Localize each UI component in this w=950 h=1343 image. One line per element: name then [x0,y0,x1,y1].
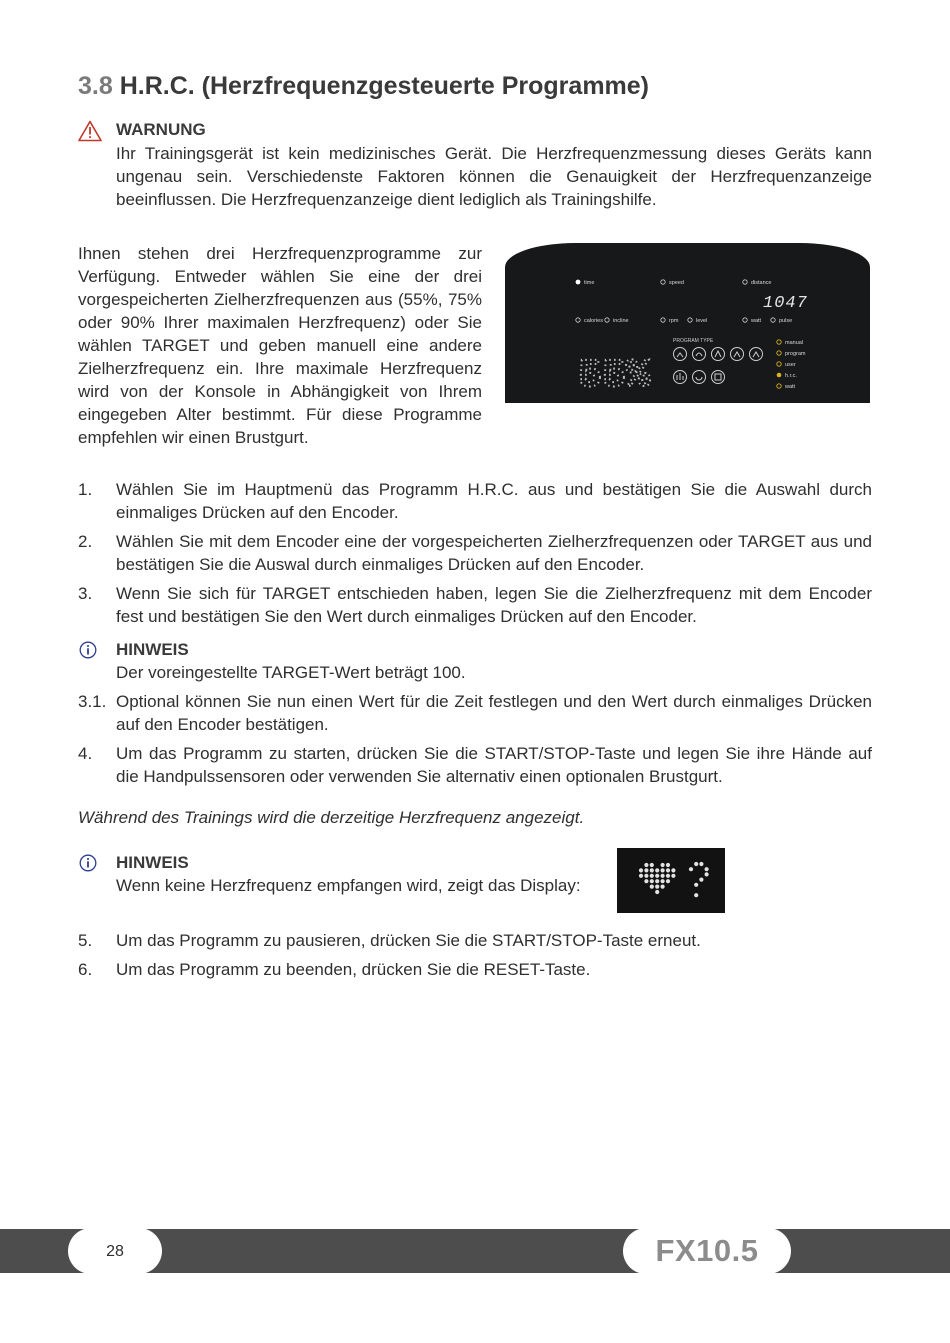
program-icon-2 [693,348,706,361]
matrix-dot [655,885,659,889]
steps-list-c [78,929,872,987]
steps-list-b [78,690,872,794]
list-item-text: Wählen Sie mit dem Encoder eine der vorgespeicherten Zielherzfrequenzen oder TARGET aus und bestätigen Sie die Auswal durch einmaliges Drücken auf den Encoder. [116,532,872,574]
console-label-level: level [696,318,708,324]
console-dot-matrix [578,354,651,399]
list-item-number: 3. [78,584,93,603]
matrix-dot [639,868,643,872]
heart-question-mark-icon [617,848,725,913]
italic-note: Während des Trainings wird die derzeitige Herzfrequenz angezeigt. [78,808,585,827]
matrix-dot [644,863,648,867]
list-item-text: Optional können Sie nun einen Wert für die Zeit festlegen und den Wert durch einmaliges Drücken auf den Encoder bestätigen. [116,692,872,734]
console-label-pulse: pulse [779,318,793,324]
matrix-dot [661,879,665,883]
section-heading [78,70,649,102]
section-number: 3.8 [78,72,113,100]
matrix-dot [644,868,648,872]
matrix-dot [644,874,648,878]
program-list-item: program [785,351,806,357]
list-item-number: 3.1. [78,692,107,711]
matrix-dot [639,874,643,878]
console-label-speed: speed [669,280,684,286]
console-label-rpm: rpm [669,318,679,324]
console-panel [505,243,870,403]
program-list-item: watt [785,384,796,390]
program-icon-3 [712,348,725,361]
matrix-dot [666,879,670,883]
list-item-number: 2. [78,532,93,551]
note-title: HINWEIS [116,853,189,872]
page-number-badge [68,1228,162,1274]
steps-list-a [78,478,872,634]
console-label-watt: watt [751,318,762,324]
list-item [78,690,872,736]
program-icon-8 [712,371,725,384]
model-badge [623,1228,791,1274]
program-icon-4 [731,348,744,361]
list-item [78,742,872,788]
matrix-dot [644,879,648,883]
program-icon-7 [693,371,706,384]
program-icon-1 [674,348,687,361]
matrix-dot [705,867,709,871]
warning-title: WARNUNG [116,120,206,139]
model-name: FX10.5 [655,1233,759,1268]
program-list [777,340,806,390]
program-list-item: h.r.c. [785,373,797,379]
list-item-number: 1. [78,480,93,499]
matrix-dot [650,879,654,883]
matrix-dot [650,868,654,872]
matrix-dot [694,893,698,897]
matrix-dot [689,867,693,871]
note-text: Der voreingestellte TARGET-Wert beträgt 100. [116,663,466,682]
matrix-dot [655,868,659,872]
list-item [78,478,872,524]
intro-paragraph: Ihnen stehen drei Herzfrequenzprogramme zur Verfügung. Entweder wählen Sie eine der drei vorgespeicherten Zielherzfrequenzen aus (55%, 75% oder 90% Ihrer maximalen Herzfrequenz) oder Sie wählen TARGET und geben manuell eine andere Zielherzfrequenz ein. Ihre maximale Herzfrequenz wird von der Konsole in Abhängigkeit von Ihrem eingegeben Alter bestimmt. Für diese Programme empfehlen wir einen Brustgurt. [78,244,482,447]
program-icon-5 [750,348,763,361]
matrix-dot [650,885,654,889]
matrix-dot [655,874,659,878]
console-display-image [505,243,870,403]
console-label-incline: incline [613,318,629,324]
list-item-text: Wählen Sie im Hauptmenü das Programm H.R.C. aus und bestätigen Sie die Auswahl durch einmaliges Drücken auf den Encoder. [116,480,872,522]
matrix-dot [661,885,665,889]
list-item-text: Um das Programm zu starten, drücken Sie die START/STOP-Taste und legen Sie ihre Hände auf die Handpulssensoren oder verwenden Sie alternativ einen optionalen Brustgurt. [116,744,872,786]
note-title: HINWEIS [116,640,189,659]
list-item-text: Wenn Sie sich für TARGET entschieden haben, legen Sie die Zielherzfrequenz mit dem Encoder fest und bestätigen Sie den Wert durch einmaliges Drücken auf den Encoder. [116,584,872,626]
list-item-number: 5. [78,931,93,950]
list-item [78,582,872,628]
matrix-dot [661,863,665,867]
program-list-item: user [785,362,796,368]
matrix-dot [650,863,654,867]
matrix-dot [671,868,675,872]
console-label-calories: calories [584,318,603,324]
console-matrix-value: 55% [578,354,651,399]
list-item-text: Um das Programm zu pausieren, drücken Sie die START/STOP-Taste erneut. [116,931,701,950]
matrix-dot [666,863,670,867]
warning-text: Ihr Trainingsgerät ist kein medizinisches Gerät. Die Herzfrequenzmessung dieses Geräts kann ungenau sein. Verschiedenste Faktoren können die Genauigkeit der Herzfrequenzanzeige beeinflussen. Die Herzfrequenzanzeige dient lediglich als Trainingshilfe. [116,144,872,209]
no-pulse-display-image [617,848,725,913]
matrix-dot [650,874,654,878]
matrix-dot [694,862,698,866]
list-item [78,929,872,952]
list-item-number: 4. [78,744,93,763]
matrix-dot [655,890,659,894]
matrix-dot [666,874,670,878]
matrix-dot [705,872,709,876]
console-segment-readout: 1047 [763,294,808,313]
program-icons [674,348,763,384]
program-list-item: manual [785,340,804,346]
matrix-dot [661,874,665,878]
section-title: H.R.C. (Herzfrequenzgesteuerte Programme) [119,72,650,100]
info-icon [79,641,97,659]
console-label-time: time [584,280,595,286]
list-item [78,958,872,981]
list-item-number: 6. [78,960,93,979]
page-number: 28 [106,1243,124,1260]
matrix-dot [666,868,670,872]
matrix-dot [694,883,698,887]
matrix-dot [699,878,703,882]
list-item [78,530,872,576]
list-item-text: Um das Programm zu beenden, drücken Sie die RESET-Taste. [116,960,591,979]
console-label-program-type: PROGRAM TYPE [673,338,714,344]
matrix-dot [661,868,665,872]
console-label-distance: distance [751,280,772,286]
matrix-dot [655,879,659,883]
matrix-dot [671,874,675,878]
info-icon [79,854,97,872]
warning-triangle-icon [78,120,102,142]
note-text: Wenn keine Herzfrequenz empfangen wird, zeigt das Display: [116,876,581,895]
matrix-dot [699,862,703,866]
